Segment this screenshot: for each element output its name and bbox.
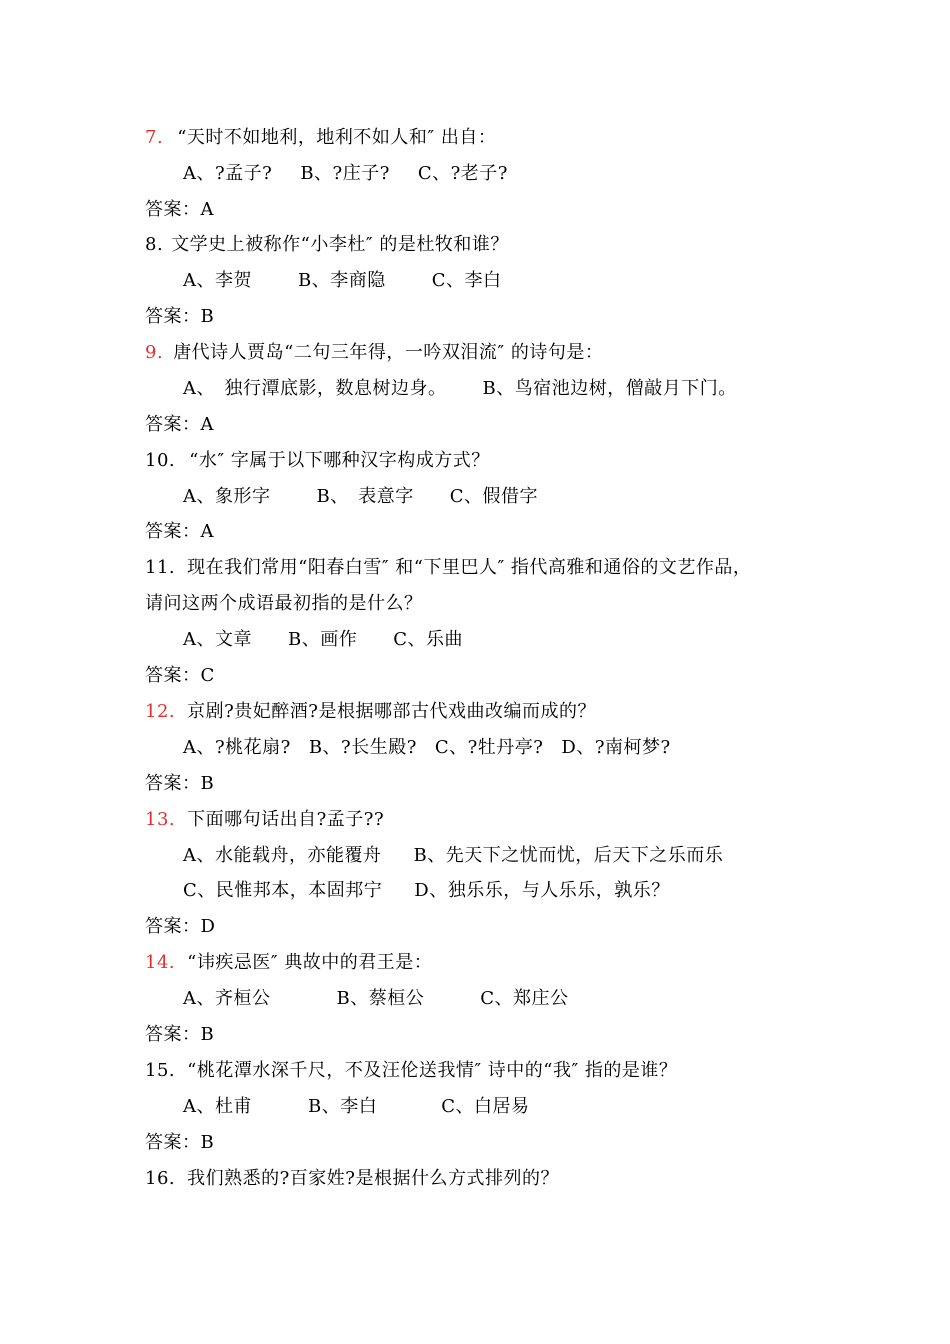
question-text: 唐代诗人贾岛“二句三年得，一吟双泪流″ 的诗句是：	[173, 342, 604, 363]
question-number: 11.	[145, 557, 176, 578]
question-10-stem	[145, 443, 490, 479]
question-8-stem	[145, 227, 509, 263]
question-text: 我们熟悉的?百家姓?是根据什么方式排列的？	[187, 1168, 559, 1189]
question-9-options	[183, 371, 737, 407]
option-a: A、?桃花扇?	[183, 737, 291, 758]
option-a: A、?孟子?	[183, 163, 273, 184]
question-13-options-row-2	[183, 873, 670, 909]
option-b: B、?长生殿?	[308, 737, 417, 758]
option-b: B、?庄子?	[300, 163, 390, 184]
question-14-answer: 答案：B	[145, 1024, 215, 1045]
question-number: 7.	[145, 127, 164, 148]
question-number: 16.	[145, 1168, 176, 1189]
question-9-answer: 答案：A	[145, 414, 214, 435]
question-10-options	[183, 479, 538, 515]
question-12-options	[183, 730, 671, 766]
option-c: C、白居易	[441, 1096, 530, 1117]
question-11-answer: 答案：C	[145, 665, 215, 686]
question-number: 13.	[145, 809, 176, 830]
question-15-options	[183, 1089, 530, 1125]
question-text: 京剧?贵妃醉酒?是根据哪部古代戏曲改编而成的？	[187, 701, 596, 722]
question-10-answer: 答案：A	[145, 521, 214, 542]
question-number: 15.	[145, 1060, 176, 1081]
question-15-answer: 答案：B	[145, 1132, 215, 1153]
question-12-stem	[145, 694, 596, 730]
question-7-options	[183, 156, 508, 192]
question-11-stem	[145, 550, 751, 586]
question-8-answer: 答案：B	[145, 306, 215, 327]
question-13-stem	[145, 802, 384, 838]
question-number: 12.	[145, 701, 176, 722]
option-c: C、郑庄公	[480, 988, 569, 1009]
question-text: “讳疾忌医″ 典故中的君王是：	[187, 952, 433, 973]
question-11-stem-cont: 请问这两个成语最初指的是什么？	[145, 593, 423, 614]
option-a: A、杜甫	[183, 1096, 252, 1117]
option-d: D、独乐乐，与人乐乐，孰乐？	[414, 880, 670, 901]
question-text: 下面哪句话出自?孟子??	[187, 809, 385, 830]
option-b: B、李商隐	[298, 270, 386, 291]
question-11-options	[183, 622, 463, 658]
option-b: B、 表意字	[316, 486, 414, 507]
question-number: 10.	[145, 450, 176, 471]
question-14-options	[183, 981, 569, 1017]
question-7-answer: 答案：A	[145, 199, 214, 220]
question-16-stem	[145, 1161, 559, 1197]
question-text: “桃花潭水深千尺，不及汪伦送我情″ 诗中的“我″ 指的是谁？	[187, 1060, 678, 1081]
option-c: C、李白	[431, 270, 502, 291]
option-b: B、李白	[308, 1096, 378, 1117]
option-c: C、?牡丹亭?	[434, 737, 544, 758]
option-a: A、李贺	[183, 270, 252, 291]
question-number: 9.	[145, 342, 164, 363]
option-a: A、齐桓公	[183, 988, 271, 1009]
question-15-stem	[145, 1053, 677, 1089]
option-c: C、民惟邦本，本固邦宁	[183, 880, 383, 901]
option-a: A、文章	[183, 629, 252, 650]
option-a: A、 独行潭底影，数息树边身。	[183, 378, 447, 399]
question-number: 8.	[145, 234, 164, 255]
question-8-options	[183, 263, 502, 299]
question-13-options-row-1	[183, 838, 723, 874]
question-9-stem	[145, 335, 603, 371]
option-c: C、乐曲	[393, 629, 464, 650]
question-7-stem	[145, 120, 496, 156]
option-d: D、?南柯梦?	[561, 737, 671, 758]
question-12-answer: 答案：B	[145, 773, 215, 794]
question-number: 14.	[145, 952, 176, 973]
option-a: A、象形字	[183, 486, 271, 507]
question-13-answer: 答案：D	[145, 916, 216, 937]
option-b: B、鸟宿池边树，僧敲月下门。	[482, 378, 737, 399]
question-text: “天时不如地利，地利不如人和″ 出自：	[177, 127, 497, 148]
option-b: B、蔡桓公	[336, 988, 425, 1009]
question-14-stem	[145, 945, 432, 981]
question-text: “水″ 字属于以下哪种汉字构成方式？	[189, 450, 490, 471]
option-a: A、水能载舟，亦能覆舟	[183, 845, 382, 866]
option-c: C、假借字	[449, 486, 539, 507]
option-c: C、?老子?	[417, 163, 508, 184]
option-b: B、先天下之忧而忧，后天下之乐而乐	[413, 845, 724, 866]
option-b: B、画作	[288, 629, 358, 650]
question-text: 现在我们常用“阳春白雪″ 和“下里巴人″ 指代高雅和通俗的文艺作品，	[187, 557, 752, 578]
question-text: 文学史上被称作“小李杜″ 的是杜牧和谁？	[171, 234, 509, 255]
